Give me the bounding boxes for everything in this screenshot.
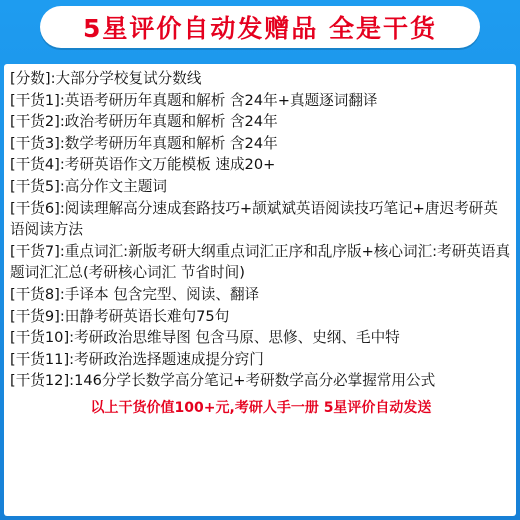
item-tag: [干货7]: <box>10 242 65 260</box>
item-text: 146分学长数学高分笔记+考研数学高分必掌握常用公式 <box>74 372 436 390</box>
list-item <box>10 370 512 392</box>
list-item <box>10 68 512 90</box>
item-tag: [干货12]: <box>10 372 75 390</box>
item-text: 考研英语作文万能模板 速成20+ <box>64 156 276 174</box>
item-tag: [干货6]: <box>10 199 65 217</box>
banner-title: 5星评价自动发赠品 全是干货 <box>82 14 438 43</box>
header-banner <box>40 6 480 48</box>
list-item <box>10 349 512 371</box>
item-text: 大部分学校复试分数线 <box>55 70 202 87</box>
item-text: 高分作文主题词 <box>64 177 167 195</box>
list-item <box>10 90 512 112</box>
item-tag: [干货2]: <box>10 113 65 131</box>
list-item <box>10 241 512 284</box>
list-item <box>10 111 512 133</box>
item-text: 考研政治选择题速成提分窍门 <box>74 350 264 368</box>
list-item <box>10 154 512 176</box>
item-tag: [干货8]: <box>10 285 65 303</box>
content-panel <box>4 64 516 516</box>
list-item <box>10 306 512 328</box>
item-tag: [干货4]: <box>10 156 65 174</box>
item-text: 考研政治思维导图 包含马原、思修、史纲、毛中特 <box>74 329 400 347</box>
list-item <box>10 284 512 306</box>
list-item <box>10 176 512 198</box>
item-tag: [分数]: <box>10 70 56 87</box>
item-tag: [干货5]: <box>10 177 65 195</box>
list-item <box>10 198 512 241</box>
item-tag: [干货10]: <box>10 329 75 347</box>
item-tag: [干货9]: <box>10 307 65 325</box>
list-item <box>10 133 512 155</box>
item-text: 田静考研英语长难句75句 <box>64 307 230 325</box>
item-text: 阅读理解高分速成套路技巧+颉斌斌英语阅读技巧笔记+唐迟考研英语阅读方法 <box>10 199 498 239</box>
item-tag: [干货3]: <box>10 134 65 152</box>
item-tag: [干货1]: <box>10 91 65 109</box>
item-text: 重点词汇:新版考研大纲重点词汇正序和乱序版+核心词汇:考研英语真题词汇汇总(考研核心词汇 节省时间) <box>10 242 511 282</box>
item-text: 手译本 包含完型、阅读、翻译 <box>64 285 260 303</box>
footer-note: 以上干货价值100+元,考研人手一册 5星评价自动发送 <box>90 399 432 416</box>
item-text: 数学考研历年真题和解析 含24年 <box>64 134 278 152</box>
list-item <box>10 327 512 349</box>
item-tag: [干货11]: <box>10 350 75 368</box>
item-text: 英语考研历年真题和解析 含24年+真题逐词翻译 <box>64 91 378 109</box>
item-text: 政治考研历年真题和解析 含24年 <box>64 113 278 131</box>
